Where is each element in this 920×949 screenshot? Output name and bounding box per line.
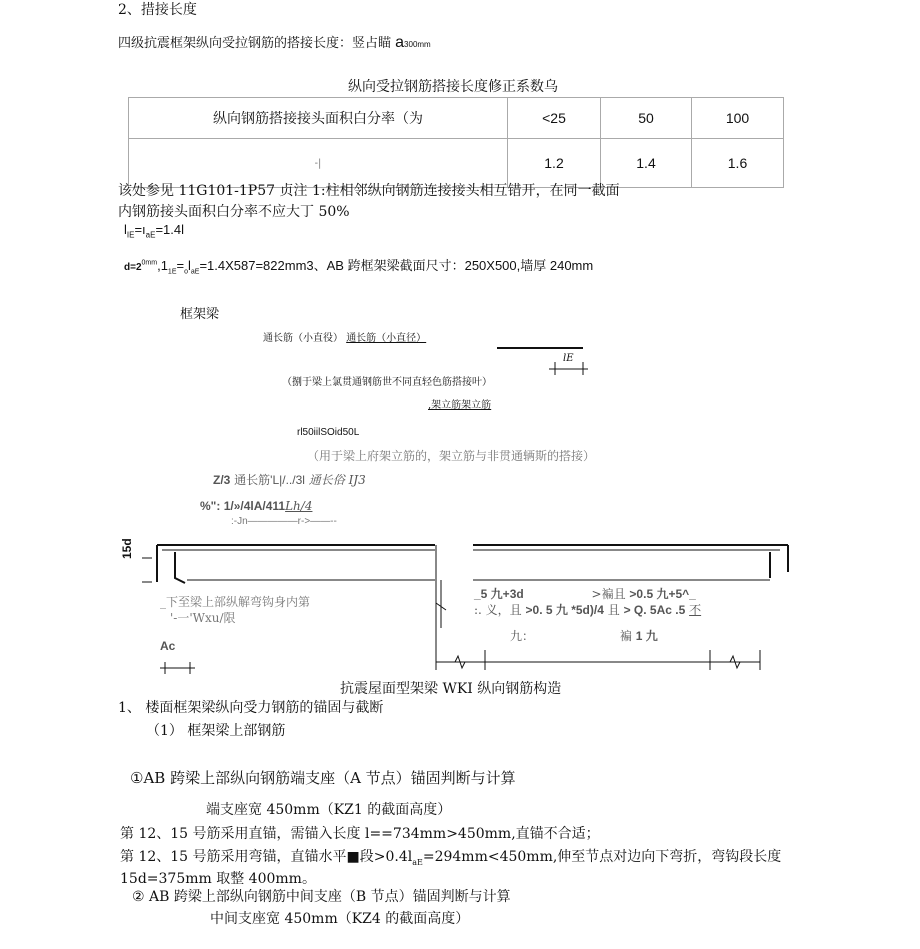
r2-a: :. 义，且 xyxy=(474,603,522,617)
r1-a: _5 九+3d xyxy=(474,587,524,601)
figure-label-jn: :-Jn—————r->——-- xyxy=(231,516,337,527)
label-pct-b: 1/»/4lA/411 xyxy=(220,499,286,513)
r2-c: 且 xyxy=(607,603,620,617)
body-line-6a: 第 12、15 号筋采用弯锚，直锚水平■段>0.4l xyxy=(120,849,413,865)
body-line-8: ② AB 跨梁上部纵向钢筋中间支座（B 节点）锚固判断与计算 xyxy=(132,889,511,905)
r3-c: 1 九 xyxy=(635,629,658,643)
body-line-4: 端支座宽 450mm（KZ1 的截面高度） xyxy=(206,802,452,818)
formula1-b: =ı xyxy=(134,222,146,237)
label-z-a: Z/3 xyxy=(213,473,231,487)
table-caption: 纵向受拉钢筋搭接长度修正系数乌 xyxy=(348,79,558,95)
formula2-p2-sub: 1E xyxy=(167,268,177,276)
table-cell: 1.6 xyxy=(692,139,784,188)
figure-label-rl: rl50iilSOid50L xyxy=(297,427,360,438)
table-row-label: -| xyxy=(129,139,508,188)
formula2-p4: l xyxy=(187,258,191,273)
label-top-a: 通长筋（小直役） xyxy=(263,333,343,344)
formula2-p4-sub: aE xyxy=(190,268,200,276)
body-line-5: 第 12、15 号筋采用直锚，需锚入长度 l==734mm>450mm,直锚不合适； xyxy=(120,826,600,842)
label-top-b: 通长筋（小直径） xyxy=(346,333,427,344)
body-line-2: （1） 框架梁上部钢筋 xyxy=(146,723,286,739)
figure-note-1: （捌于梁上氯贯通钢筋世不同直轻色筋搭接叶） xyxy=(282,377,492,388)
table-header-cell: 50 xyxy=(601,98,692,139)
body-line-9: 中间支座宽 450mm（KZ4 的截面高度） xyxy=(210,911,470,927)
body-line-6b: =294mm<450mm,伸至节点对边向下弯折，弯钩段长度 xyxy=(422,849,782,865)
body-line-3: ①AB 跨梁上部纵向钢筋端支座（A 节点）锚固判断与计算 xyxy=(130,769,516,787)
figure-ac-label: Ac xyxy=(160,639,176,653)
label-z-b: 通长筋 xyxy=(230,473,271,487)
formula1-b-sub: aE xyxy=(145,230,156,240)
note-line-2: 内钢筋接头面积白分率不应大丁 50% xyxy=(118,204,350,220)
formula2-p1-sup: 0mm xyxy=(141,259,158,267)
label-z-d: 通长俗 IJ3 xyxy=(304,473,366,487)
r3-a: 九： xyxy=(510,629,535,643)
formula1-c: =1.4l xyxy=(155,222,185,237)
formula1-a-sub: IE xyxy=(126,230,135,240)
r2-b: >0. 5 九 *5d)/4 xyxy=(525,603,604,617)
figure-caption: 抗震屋面型架梁 WKI 纵向钢筋构造 xyxy=(340,681,562,697)
intro-sub: 300mm xyxy=(404,40,431,49)
figure-left-note-2: '-一'Wxu/限 xyxy=(170,611,236,625)
label-pct-a: %": xyxy=(200,499,221,513)
beam-bend-left xyxy=(175,552,185,583)
r3-b: 褊 xyxy=(619,629,632,643)
body-line-6-sub: aE xyxy=(412,857,423,867)
figure-title: 框架梁 xyxy=(180,307,220,322)
label-z-c: 'L|/../3l xyxy=(270,473,305,487)
table-cell: 1.2 xyxy=(508,139,601,188)
note-line-1: 该处参见 11G101-1P57 贞注 1:柱相邻纵向钢筋连接接头相互错开，在同一截面 xyxy=(118,183,620,199)
figure-label-jia: ,架立筋架立筋 xyxy=(428,400,492,411)
body-line-1: 1、 楼面框架梁纵向受力钢筋的锚固与截断 xyxy=(118,700,384,716)
figure-left-note-1: _下至梁上部纵解弯钩身内第 xyxy=(160,595,311,609)
figure-le-label: lE xyxy=(563,353,574,364)
r1-b: >褊且 xyxy=(591,587,626,601)
figure-side-label: 15d xyxy=(120,538,134,559)
table-header-label: 纵向钢筋搭接接头面积白分率（为 xyxy=(129,98,508,139)
r2-e: 不 xyxy=(689,603,702,617)
formula1-a: l xyxy=(124,222,127,237)
formula2-p2: ,1 xyxy=(157,258,168,273)
intro-symbol: a xyxy=(395,34,405,51)
table-header-cell: <25 xyxy=(508,98,601,139)
formula2-p3-sub: o xyxy=(184,268,188,276)
formula2-p5: =1.4X587=822mm3、AB 跨框架梁截面尺寸：250X500,墙厚 240mm xyxy=(199,258,594,273)
label-pct-c: Lh/4 xyxy=(285,499,313,513)
table-header-cell: 100 xyxy=(692,98,784,139)
table-cell: 1.4 xyxy=(601,139,692,188)
r1-c: >0.5 九+5^_ xyxy=(629,587,696,601)
body-line-7: 15d=375mm 取整 400mm。 xyxy=(120,871,316,887)
figure-note-2: （用于梁上府架立筋的，架立筋与非贯通辆斯的搭接） xyxy=(307,449,596,463)
r2-d: > Q. 5Ac .5 xyxy=(623,603,686,617)
intro-text: 四级抗震框架纵向受拉钢筋的搭接长度：竖占瞄 xyxy=(118,36,396,51)
formula2-p3: = xyxy=(176,258,185,273)
formula2-p1: d=2 xyxy=(124,262,142,273)
body-line-6 xyxy=(120,849,781,867)
section-heading: 2、措接长度 xyxy=(118,2,197,18)
